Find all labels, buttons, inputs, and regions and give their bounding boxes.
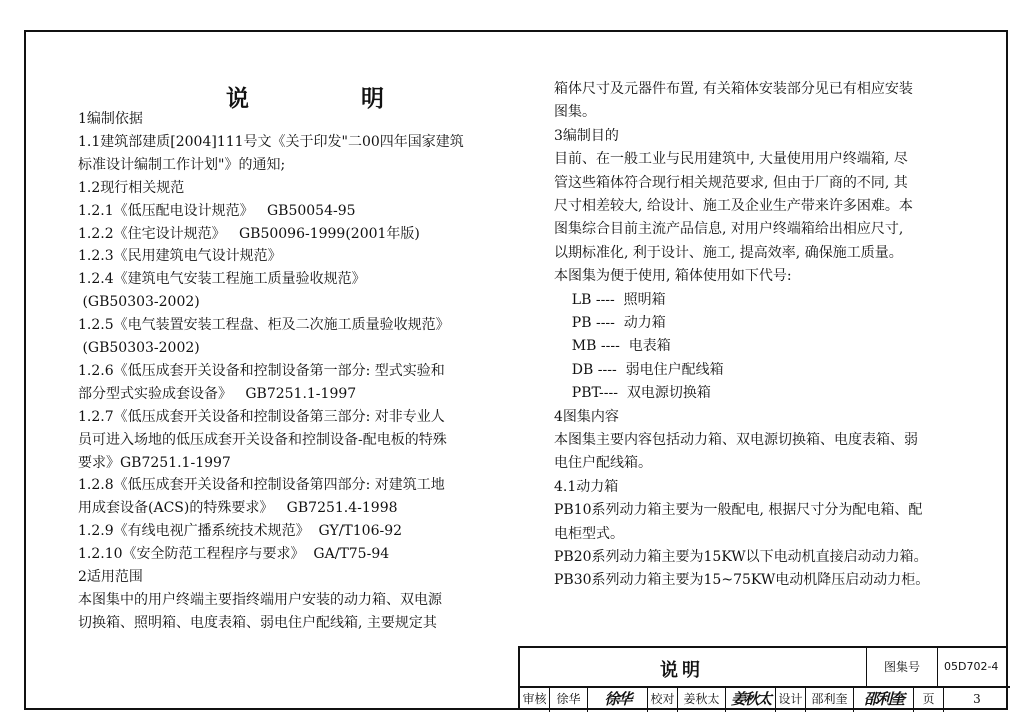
text-line: 以期标准化, 利于设计、施工, 提高效率, 确保施工质量。: [554, 244, 903, 261]
page-title: 说 明: [226, 85, 437, 112]
text-line: DB ---- 弱电住户配线箱: [554, 361, 724, 378]
text-line: 4图集内容: [554, 408, 619, 425]
design-label: 设计: [776, 688, 806, 712]
text-line: PB30系列动力箱主要为15~75KW电动机降压启动动力柜。: [554, 572, 930, 589]
text-line: 1.2.8《低压成套开关设备和控制设备第四部分: 对建筑工地: [78, 477, 445, 494]
text-line: (GB50303-2002): [78, 340, 200, 356]
text-line: PBT---- 双电源切换箱: [554, 385, 711, 402]
page-number: 3: [973, 692, 981, 706]
text-line: 1.2.4《建筑电气安装工程施工质量验收规范》: [78, 271, 366, 288]
title-block-title: 说明: [660, 660, 704, 681]
text-line: 标准设计编制工作计划"》的通知;: [78, 156, 286, 173]
design-name: 邵利奎: [806, 688, 854, 712]
text-line: 目前、在一般工业与民用建筑中, 大量使用用户终端箱, 尽: [554, 151, 908, 168]
text-line: 图集。: [554, 104, 596, 121]
design-signature: 邵利奎: [854, 688, 914, 712]
title-block: [518, 646, 1008, 710]
text-line: 本图集中的用户终端主要指终端用户安装的动力箱、双电源: [78, 591, 442, 608]
text-line: 部分型式实验成套设备》 GB7251.1-1997: [78, 385, 357, 402]
text-line: 2适用范围: [78, 569, 143, 585]
review-name: 徐华: [550, 688, 588, 712]
text-line: PB10系列动力箱主要为一般配电, 根据尺寸分为配电箱、配: [554, 502, 923, 519]
text-line: 1.2.10《安全防范工程程序与要求》 GA/T75-94: [78, 546, 390, 563]
review-signature: 徐华: [588, 688, 648, 712]
text-line: 电住户配线箱。: [554, 455, 652, 472]
text-line: 1.2现行相关规范: [78, 179, 185, 196]
text-line: 1.1建筑部建质[2004]111号文《关于印发"二00四年国家建筑: [78, 133, 464, 150]
review-label: 审核: [520, 688, 550, 712]
check-signature: 姜秋太: [726, 688, 776, 712]
text-line: 1.2.9《有线电视广播系统技术规范》 GY/T106-92: [78, 523, 403, 540]
text-line: PB20系列动力箱主要为15KW以下电动机直接启动动力箱。: [554, 549, 928, 565]
check-name: 姜秋太: [678, 688, 726, 712]
text-line: MB ---- 电表箱: [554, 338, 671, 355]
text-line: (GB50303-2002): [78, 294, 200, 311]
text-line: 1.2.5《电气装置安装工程盘、柜及二次施工质量验收规范》: [78, 317, 450, 334]
text-line: LB ---- 照明箱: [554, 291, 666, 308]
text-line: 1.2.3《民用建筑电气设计规范》: [78, 248, 282, 265]
text-line: 本图集为便于使用, 箱体使用如下代号:: [554, 268, 792, 285]
text-line: 切换箱、照明箱、电度表箱、弱电住户配线箱, 主要规定其: [78, 614, 437, 631]
text-line: 1.2.6《低压成套开关设备和控制设备第一部分: 型式实验和: [78, 362, 445, 379]
text-line: 用成套设备(ACS)的特殊要求》 GB7251.4-1998: [78, 500, 398, 517]
text-line: 1.2.7《低压成套开关设备和控制设备第三部分: 对非专业人: [78, 408, 445, 425]
text-line: 员可进入场地的低压成套开关设备和控制设备-配电板的特殊: [78, 431, 447, 448]
text-line: 3编制目的: [554, 127, 619, 144]
text-line: 尺寸相差较大, 给设计、施工及企业生产带来许多困难。本: [554, 198, 913, 214]
atlas-number: 05D702-4: [944, 660, 999, 673]
text-line: 1.2.1《低压配电设计规范》 GB50054-95: [78, 202, 356, 219]
title-block-signatures: [520, 688, 1010, 712]
text-line: 4.1动力箱: [554, 478, 619, 495]
check-label: 校对: [648, 688, 678, 712]
text-line: 电柜型式。: [554, 525, 624, 542]
text-line: 管这些箱体符合现行相关规范要求, 但由于厂商的不同, 其: [554, 174, 908, 191]
text-line: 本图集主要内容包括动力箱、双电源切换箱、电度表箱、弱: [554, 432, 918, 448]
text-line: PB ---- 动力箱: [554, 315, 666, 331]
text-line: 图集综合目前主流产品信息, 对用户终端箱给出相应尺寸,: [554, 221, 904, 238]
page-label: 页: [914, 688, 944, 712]
text-line: 1编制依据: [78, 111, 143, 127]
atlas-number-label: 图集号: [866, 648, 938, 686]
text-line: 1.2.2《住宅设计规范》 GB50096-1999(2001年版): [78, 225, 420, 242]
title-block-header: [520, 648, 1010, 688]
text-line: 要求》GB7251.1-1997: [78, 454, 231, 471]
text-line: 箱体尺寸及元器件布置, 有关箱体安装部分见已有相应安装: [554, 81, 913, 97]
